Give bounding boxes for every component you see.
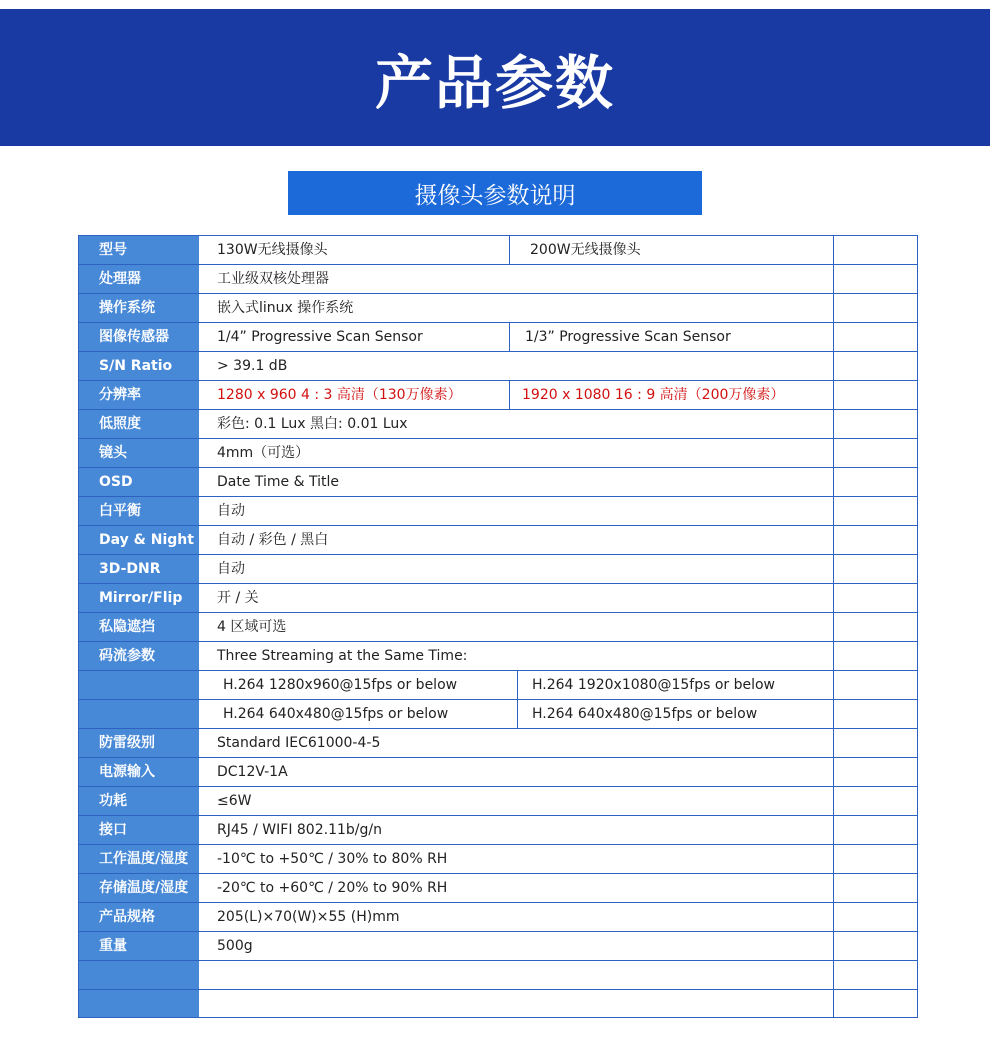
table-row	[79, 236, 917, 265]
right-grid-line	[833, 990, 834, 1018]
right-grid-line	[833, 729, 834, 757]
row-label: 电源输入	[99, 764, 155, 780]
column-divider	[509, 381, 510, 409]
right-grid-line	[833, 816, 834, 844]
row-value: 130W无线摄像头	[217, 242, 328, 258]
right-grid-line	[833, 613, 834, 641]
table-row	[79, 381, 917, 410]
row-label: S/N Ratio	[99, 358, 173, 374]
right-grid-line	[833, 671, 834, 699]
table-row	[79, 497, 917, 526]
table-row	[79, 932, 917, 961]
row-value: H.264 640x480@15fps or below	[223, 706, 449, 722]
row-value-alt: 1/3” Progressive Scan Sensor	[525, 329, 731, 345]
table-row	[79, 323, 917, 352]
right-grid-line	[833, 439, 834, 467]
table-row	[79, 787, 917, 816]
row-value: 彩色: 0.1 Lux 黑白: 0.01 Lux	[217, 416, 408, 432]
column-divider	[517, 700, 518, 728]
row-label: Day & Night	[99, 532, 194, 548]
row-value: 开 / 关	[217, 590, 259, 606]
row-value: Date Time & Title	[217, 474, 339, 490]
table-row	[79, 410, 917, 439]
right-grid-line	[833, 265, 834, 293]
column-divider	[509, 323, 510, 351]
right-grid-line	[833, 932, 834, 960]
row-value: > 39.1 dB	[217, 358, 288, 374]
table-row	[79, 642, 917, 671]
right-grid-line	[833, 352, 834, 380]
row-label: 存储温度/湿度	[99, 880, 189, 896]
right-grid-line	[833, 787, 834, 815]
row-value: 自动 / 彩色 / 黑白	[217, 532, 329, 548]
row-value: -10℃ to +50℃ / 30% to 80% RH	[217, 851, 448, 867]
right-grid-line	[833, 381, 834, 409]
spec-table	[78, 235, 918, 1018]
row-value-alt: 200W无线摄像头	[530, 242, 641, 258]
row-value: 4 区域可选	[217, 619, 287, 635]
right-grid-line	[833, 526, 834, 554]
row-value: 自动	[217, 503, 245, 519]
row-value: 500g	[217, 938, 253, 954]
right-grid-line	[833, 758, 834, 786]
table-row	[79, 990, 917, 1019]
table-row	[79, 816, 917, 845]
right-grid-line	[833, 410, 834, 438]
row-value: DC12V-1A	[217, 764, 288, 780]
right-grid-line	[833, 294, 834, 322]
right-grid-line	[833, 468, 834, 496]
row-label: 分辨率	[99, 387, 141, 403]
row-label: OSD	[99, 474, 133, 490]
row-label: Mirror/Flip	[99, 590, 183, 606]
table-row	[79, 526, 917, 555]
row-label: 低照度	[99, 416, 141, 432]
row-value: 工业级双核处理器	[217, 271, 329, 287]
row-label: 私隐遮挡	[99, 619, 155, 635]
row-label: 图像传感器	[99, 329, 169, 345]
row-value: H.264 1280x960@15fps or below	[223, 677, 458, 693]
right-grid-line	[833, 845, 834, 873]
table-row	[79, 874, 917, 903]
right-grid-line	[833, 584, 834, 612]
row-value-alt: H.264 640x480@15fps or below	[532, 706, 758, 722]
right-grid-line	[833, 642, 834, 670]
table-row	[79, 468, 917, 497]
column-divider	[517, 671, 518, 699]
right-grid-line	[833, 236, 834, 264]
table-row	[79, 671, 917, 700]
row-label: 工作温度/湿度	[99, 851, 189, 867]
right-grid-line	[833, 903, 834, 931]
row-label: 型号	[99, 242, 127, 258]
table-row	[79, 961, 917, 990]
row-value: 1280 x 960 4 : 3 高清（130万像素）	[217, 387, 462, 403]
header-banner	[0, 9, 990, 146]
column-divider	[509, 236, 510, 264]
right-grid-line	[833, 323, 834, 351]
row-label: 功耗	[99, 793, 127, 809]
row-value: 1/4” Progressive Scan Sensor	[217, 329, 423, 345]
row-label: 接口	[99, 822, 127, 838]
row-label: 产品规格	[99, 909, 155, 925]
table-row	[79, 758, 917, 787]
right-grid-line	[833, 700, 834, 728]
row-label: 白平衡	[99, 503, 141, 519]
row-value: ≤6W	[217, 793, 252, 809]
table-row	[79, 294, 917, 323]
row-label: 镜头	[99, 445, 127, 461]
table-row	[79, 613, 917, 642]
table-row	[79, 352, 917, 381]
row-label: 重量	[99, 938, 127, 954]
table-row	[79, 700, 917, 729]
right-grid-line	[833, 961, 834, 989]
row-value: RJ45 / WIFI 802.11b/g/n	[217, 822, 382, 838]
row-value: 205(L)×70(W)×55 (H)mm	[217, 909, 400, 925]
row-value: 嵌入式linux 操作系统	[217, 300, 354, 316]
row-value-alt: H.264 1920x1080@15fps or below	[532, 677, 775, 693]
table-row	[79, 584, 917, 613]
row-value: Three Streaming at the Same Time:	[217, 648, 468, 664]
row-label: 操作系统	[99, 300, 155, 316]
section-title-box	[288, 171, 702, 215]
page-title: 产品参数	[374, 48, 615, 117]
table-row	[79, 903, 917, 932]
row-value: 自动	[217, 561, 245, 577]
right-grid-line	[833, 555, 834, 583]
row-label: 码流参数	[99, 648, 155, 664]
table-row	[79, 265, 917, 294]
table-row	[79, 729, 917, 758]
table-row	[79, 439, 917, 468]
row-label: 3D-DNR	[99, 561, 161, 577]
row-value: -20℃ to +60℃ / 20% to 90% RH	[217, 880, 448, 896]
right-grid-line	[833, 497, 834, 525]
section-title: 摄像头参数说明	[414, 182, 576, 209]
row-label: 处理器	[99, 271, 141, 287]
row-value: Standard IEC61000-4-5	[217, 735, 381, 751]
right-grid-line	[833, 874, 834, 902]
row-label: 防雷级别	[99, 735, 155, 751]
row-value: 4mm（可选）	[217, 445, 310, 461]
row-value-alt: 1920 x 1080 16 : 9 高清（200万像素）	[522, 387, 785, 403]
table-row	[79, 845, 917, 874]
table-row	[79, 555, 917, 584]
